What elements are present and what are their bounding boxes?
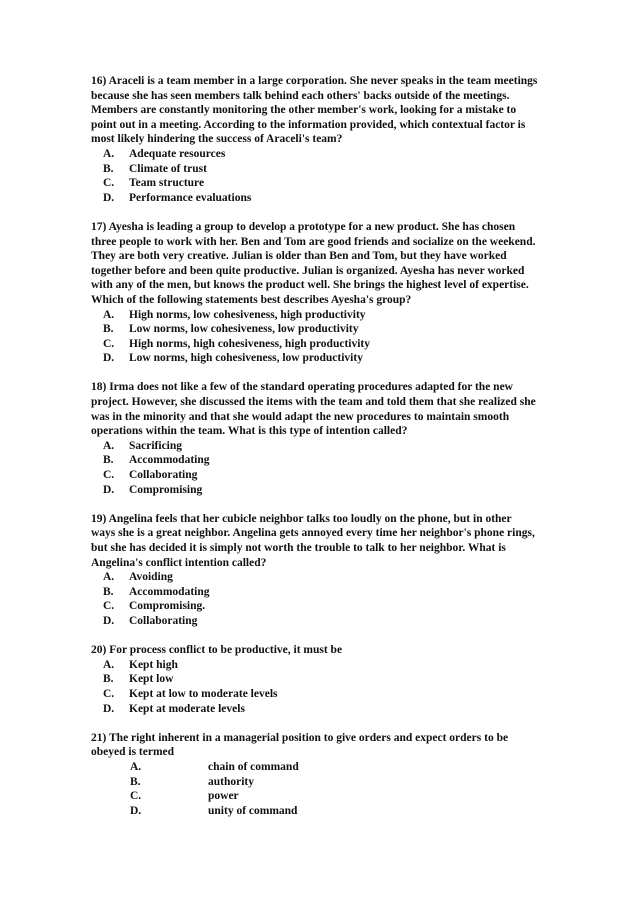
option-text: Climate of trust xyxy=(129,162,207,175)
option-letter: A. xyxy=(103,658,115,671)
option-text: Kept high xyxy=(129,658,178,671)
question-list xyxy=(91,74,601,833)
option-text: Compromising xyxy=(129,483,203,496)
question-text: 19) Angelina feels that her cubicle neighbor talks too loudly on the phone, but in other ways she is a great neighbor. Angelina gets annoyed every time her neighbor's phone rings, but she has decided it is simply not worth the trouble to talk to her neighbor. What is Angelina's conflict intention called? xyxy=(91,512,535,569)
option-c xyxy=(91,468,601,483)
option-d xyxy=(91,191,601,206)
option-a xyxy=(91,760,601,775)
question-17 xyxy=(91,220,601,366)
option-letter: A. xyxy=(103,439,115,452)
option-d xyxy=(91,702,601,717)
option-c xyxy=(91,789,601,804)
option-letter: A. xyxy=(103,147,115,160)
option-text: Avoiding xyxy=(129,571,173,584)
option-b xyxy=(91,775,601,790)
option-letter: C. xyxy=(103,469,115,482)
option-letter: B. xyxy=(103,454,114,467)
option-d xyxy=(91,351,601,366)
option-a xyxy=(91,658,601,673)
option-a xyxy=(91,570,601,585)
question-text: 20) For process conflict to be productive, it must be xyxy=(91,644,343,657)
option-text: Low norms, low cohesiveness, low productivity xyxy=(129,323,359,336)
option-letter: D. xyxy=(103,483,115,496)
question-16 xyxy=(91,74,601,205)
option-text: chain of command xyxy=(208,760,299,773)
option-letter: D. xyxy=(103,352,115,365)
option-text: authority xyxy=(208,775,254,788)
option-letter: B. xyxy=(130,775,141,788)
option-text: Collaborating xyxy=(129,469,198,482)
option-letter: D. xyxy=(103,191,115,204)
option-b xyxy=(91,322,601,337)
option-letter: C. xyxy=(103,337,115,350)
option-letter: C. xyxy=(130,790,142,803)
option-letter: B. xyxy=(103,585,114,598)
option-b xyxy=(91,453,601,468)
option-letter: B. xyxy=(103,323,114,336)
option-text: High norms, low cohesiveness, high productivity xyxy=(129,308,366,321)
option-c xyxy=(91,176,601,191)
option-d xyxy=(91,614,601,629)
option-letter: D. xyxy=(103,702,115,715)
option-text: unity of command xyxy=(208,804,298,817)
option-a xyxy=(91,147,601,162)
option-letter: A. xyxy=(130,760,142,773)
option-text: Kept at moderate levels xyxy=(129,702,245,715)
question-text: 16) Araceli is a team member in a large corporation. She never speaks in the team meetings because she has seen members talk behind each others' backs outside of the meetings. Members are constantly monitoring the other member's work, looking for a mistake to point out in a meeting. According to the information provided, which contextual factor is most likely hindering the success of Araceli's team? xyxy=(91,75,538,146)
option-a xyxy=(91,439,601,454)
question-text: 18) Irma does not like a few of the standard operating procedures adapted for the new project. However, she discussed the items with the team and told them that she realized she was in the minority and that she would adapt the new procedures to maintain smooth operations within the team. What is this type of intention called? xyxy=(91,381,536,438)
option-letter: D. xyxy=(103,614,115,627)
option-c xyxy=(91,337,601,352)
option-letter: C. xyxy=(103,600,115,613)
option-letter: D. xyxy=(130,804,142,817)
option-text: Low norms, high cohesiveness, low productivity xyxy=(129,352,363,365)
option-d xyxy=(91,483,601,498)
option-text: power xyxy=(208,790,239,803)
option-text: Collaborating xyxy=(129,614,198,627)
option-b xyxy=(91,672,601,687)
option-text: Sacrificing xyxy=(129,439,183,452)
option-text: Compromising. xyxy=(129,600,206,613)
option-text: High norms, high cohesiveness, high productivity xyxy=(129,337,371,350)
question-19 xyxy=(91,512,601,629)
question-18 xyxy=(91,380,601,497)
option-letter: C. xyxy=(103,177,115,190)
option-text: Team structure xyxy=(129,177,205,190)
option-text: Adequate resources xyxy=(129,147,226,160)
option-text: Kept at low to moderate levels xyxy=(129,687,278,700)
option-letter: A. xyxy=(103,571,115,584)
option-letter: B. xyxy=(103,673,114,686)
option-c xyxy=(91,687,601,702)
question-21 xyxy=(91,731,601,819)
question-text: 21) The right inherent in a managerial position to give orders and expect orders to be obeyed is termed xyxy=(91,731,509,759)
option-letter: A. xyxy=(103,308,115,321)
option-text: Performance evaluations xyxy=(129,191,252,204)
option-b xyxy=(91,585,601,600)
option-letter: B. xyxy=(103,162,114,175)
option-text: Accommodating xyxy=(129,454,210,467)
option-text: Accommodating xyxy=(129,585,210,598)
question-20 xyxy=(91,643,601,716)
question-text: 17) Ayesha is leading a group to develop a prototype for a new product. She has chosen three people to work with her. Ben and Tom are good friends and socialize on the weekend. They are both very creative. Julian is older than Ben and Tom, but they have worked together before and been quite productive. Julian is organized. Ayesha has never worked with any of the men, but knows the product well. She brings the highest level of expertise. Which of the following statements best describes Ayesha's group? xyxy=(91,220,536,306)
option-letter: C. xyxy=(103,687,115,700)
option-b xyxy=(91,162,601,177)
option-a xyxy=(91,308,601,323)
option-text: Kept low xyxy=(129,673,174,686)
option-c xyxy=(91,599,601,614)
option-d xyxy=(91,804,601,819)
